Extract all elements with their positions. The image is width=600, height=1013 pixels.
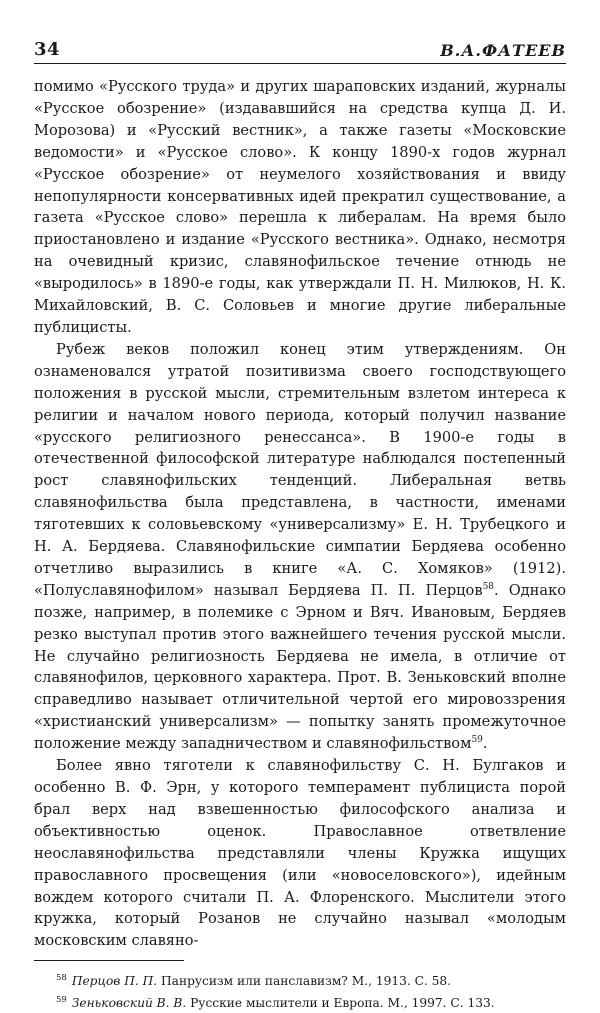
paragraph: Рубеж веков положил конец этим утверждениям. Он ознаменовался утратой позитивизма своего господствующего положения в русской мысли, стремительным взлетом интереса к религии и началом нового периода, который получил название «русского религиозного ренессанса». В 1900-е годы в отечественной философской литературе наблюдался постепенный рост славянофильских тенденций. Либеральная ветвь славянофильства была представлена, в частности, именами тяготевших к соловьевскому «универсализму» Е. Н. Трубецкого и Н. А. Бердяева. Славянофильские симпатии Бердяева особенно отчетливо выразились в книге «А. С. Хомяков» (1912). «Полуславянофилом» называл Бердяева П. П. Перцов$^{58}$. Однако позже, например, в полемике с Эрном и Вяч. Ивановым, Бердяев резко выступал против этого важнейшего течения русской мысли. Не случайно религиозность Бердяева не имела, в отличие от славянофилов, церковного характера. Прот. В. Зеньковский вполне справедливо называет отличительной чертой его мировоззрения «христианский универсализм» — попытку занять промежуточное положение между западничеством и славянофильством$^{59}$. xyxy=(34,340,566,753)
page-number: 34 xyxy=(34,39,61,60)
paragraph-text: Рубеж веков положил конец этим утверждениям. Он ознаменовался утратой позитивизма своего господствующего положения в русской мысли, стремительным взлетом интереса к религии и началом нового периода, который получил название «русского религиозного ренессанса». В 1900-е годы в отечественной философской литературе наблюдался постепенный рост славянофильских тенденций. Либеральная ветвь славянофильства была представлена, в частности, именами тяготевших к соловьевскому «универсализму» Е. Н. Трубецкого и Н. А. Бердяева. Славянофильские симпатии Бердяева особенно отчетливо выразились в книге «А. С. Хомяков» (1912). «Полуславянофилом» называл Бердяева П. П. Перцов xyxy=(34,340,566,599)
footnote-number: 59 xyxy=(56,995,67,1006)
page xyxy=(34,38,566,1013)
footnote-text: Русские мыслители и Европа. М., 1997. С. 133. xyxy=(190,996,495,1011)
footnote-author: Перцов П. П. xyxy=(71,974,158,989)
paragraph: помимо «Русского труда» и других шараповских изданий, журналы «Русское обозрение» (издававшийся на средства купца Д. И. Морозова) и «Русский вестник», а также газеты «Московские ведомости» и «Русское слово». К концу 1890-х годов журнал «Русское обозрение» от неумелого хозяйствования и ввиду непопулярности консервативных идей прекратил существование, а газета «Русское слово» перешла к либералам. На время было приостановлено и издание «Русского вестника». Однако, несмотря на очевидный кризис, славянофильское течение отнюдь не «выродилось» в 1890-е годы, как утверждали П. Н. Милюков, Н. К. Михайловский, В. С. Соловьев и многие другие либеральные публицисты. xyxy=(34,78,566,336)
running-head: В.А.ФАТЕЕВ xyxy=(440,41,566,60)
footnote-ref[interactable]: 59 xyxy=(471,735,483,746)
paragraph: Более явно тяготели к славянофильству С. Н. Булгаков и особенно В. Ф. Эрн, у которого темперамент публициста порой брал верх над взвешенностью философского анализа и объективностью оценок. Православное ответвление неославянофильства представляли члены Кружка ищущих православного просвещения (или «новоселовского»), идейным вождем которого считали П. А. Флоренского. Мыслители этого кружка, который Розанов не случайно называл «молодым московским славяно- xyxy=(34,757,566,950)
footnote xyxy=(34,991,566,1013)
body-text xyxy=(34,76,566,952)
page-header xyxy=(34,38,566,64)
footnote-divider xyxy=(34,960,184,961)
footnote xyxy=(34,969,566,991)
footnote-text: Панрусизм или панславизм? М., 1913. С. 58. xyxy=(161,974,452,989)
footnote-number: 58 xyxy=(56,973,67,984)
footnote-ref[interactable]: 58 xyxy=(482,581,495,592)
footnote-author: Зеньковский В. В. xyxy=(71,996,187,1011)
paragraph-text: Однако позже, например, в полемике с Эрном и Вяч. Ивановым, Бердяев резко выступал против этого важнейшего течения русской мысли. Не случайно религиозность Бердяева не имела, в отличие от славянофилов, церковного характера. Прот. В. Зеньковский вполне справедливо называет отличительной чертой его мировоззрения «христианский универсализм» — попытку занять промежуточное положение между западничеством и славянофильством xyxy=(34,581,566,753)
footnotes xyxy=(34,969,566,1013)
